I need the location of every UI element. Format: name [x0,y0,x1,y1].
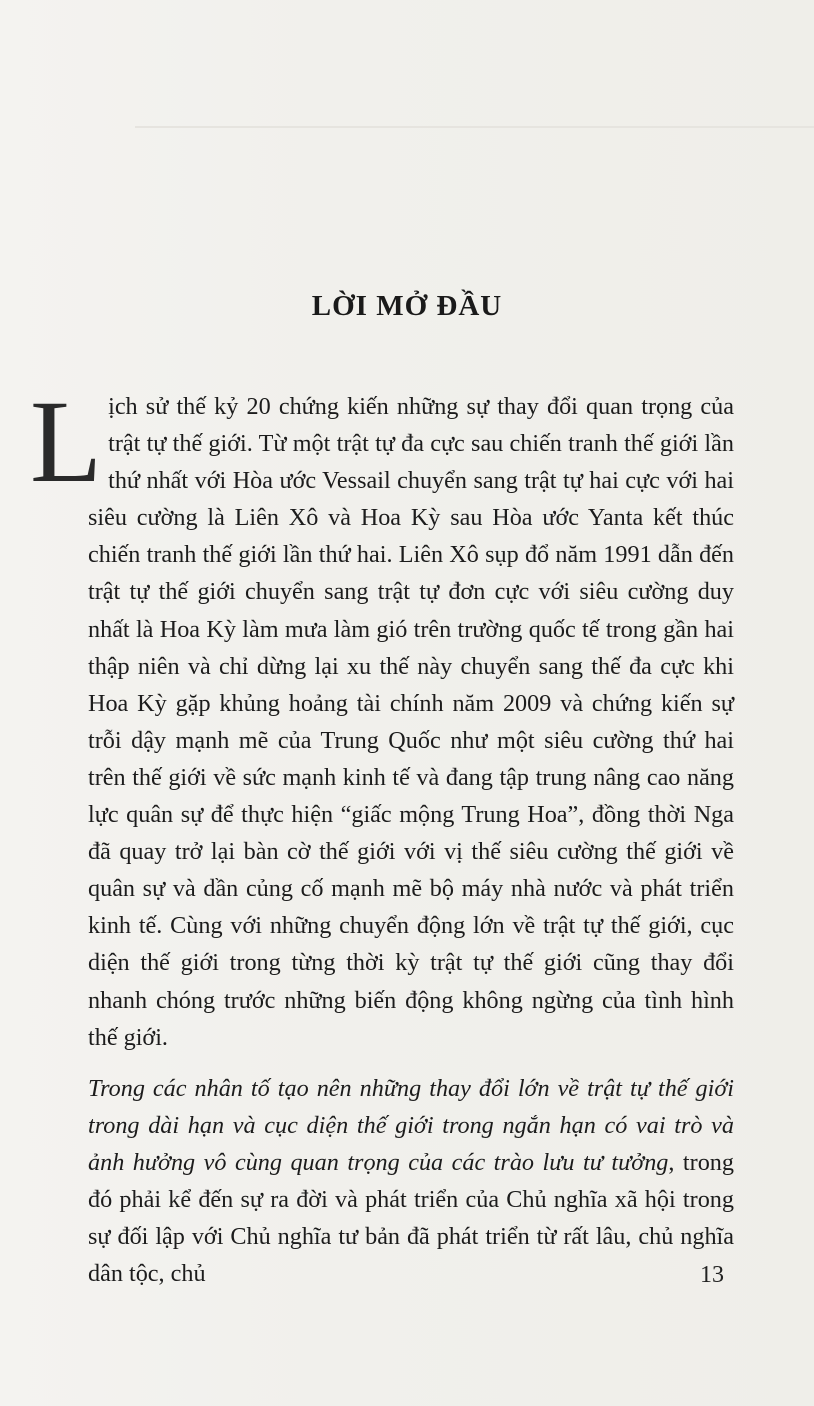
bleed-through-rule [135,126,814,128]
paragraph-2 [88,1070,734,1293]
paragraph-2-text: , trong đó phải kể đến sự ra đời và phát triển của Chủ nghĩa xã hội trong sự đối lập với Chủ nghĩa tư bản đã phát triển từ rất lâu, chủ nghĩa dân tộc, chủ [88,1148,734,1288]
paragraph-1-text: ịch sử thế kỷ 20 chứng kiến những sự thay đổi quan trọng của trật tự thế giới. Từ một trật tự đa cực sau chiến tranh thế giới lần thứ nhất với Hòa ước Vessail chuyển sang trật tự hai cực với hai siêu cường là Liên Xô và Hoa Kỳ sau Hòa ước Yanta kết thúc chiến tranh thế giới lần thứ hai. Liên Xô sụp đổ năm 1991 dẫn đến trật tự thế giới chuyển sang trật tự đơn cực với siêu cường duy nhất là Hoa Kỳ làm mưa làm gió trên trường quốc tế trong gần hai thập niên và chỉ dừng lại xu thế này chuyển sang thế đa cực khi Hoa Kỳ gặp khủng hoảng tài chính năm 2009 và chứng kiến sự trỗi dậy mạnh mẽ của Trung Quốc như một siêu cường thứ hai trên thế giới về sức mạnh kinh tế và đang tập trung nâng cao năng lực quân sự để thực hiện “giấc mộng Trung Hoa”, đồng thời Nga đã quay trở lại bàn cờ thế giới với vị thế siêu cường thế giới về quân sự và dần củng cố mạnh mẽ bộ máy nhà nước và phát triển kinh tế. Cùng với những chuyển động lớn về trật tự thế giới, cục diện thế giới trong từng thời kỳ trật tự thế giới cũng thay đổi nhanh chóng trước những biến động không ngừng của tình hình thế giới. [88,393,734,1051]
paragraph-2-italic: Trong các nhân tố tạo nên những thay đổi lớn về trật tự thế giới trong dài hạn và cục diện thế giới trong ngắn hạn có vai trò và ảnh hưởng vô cùng quan trọng của các trào lưu tư tưởng [88,1074,734,1176]
paragraph-1 [30,376,734,1056]
drop-cap: L [30,376,103,507]
body-text [30,376,734,1292]
page-number: 13 [700,1262,724,1288]
chapter-title: LỜI MỞ ĐẦU [311,290,503,322]
